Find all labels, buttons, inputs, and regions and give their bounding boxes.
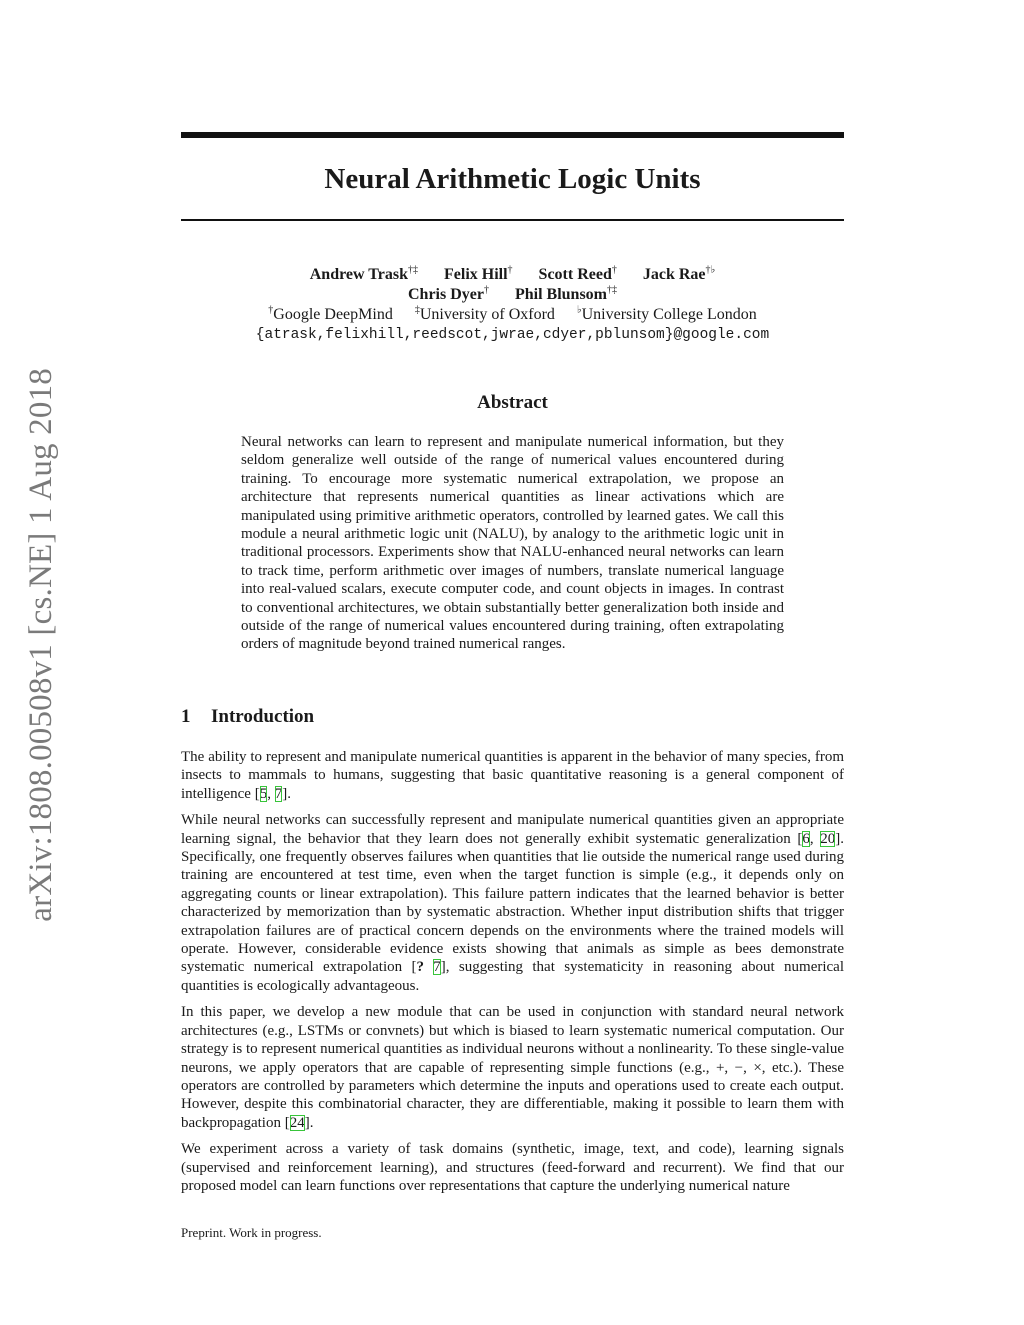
- author: Chris Dyer†: [407, 284, 489, 303]
- author-line-1: [181, 265, 844, 285]
- section-title: Introduction: [211, 706, 315, 727]
- paragraph: In this paper, we develop a new module that can be used in conjunction with standard neural network architectures (e.g., LSTMs or convnets) but which is biased to learn systematic numerical computation. Our strategy is to represent numerical quantities as individual neurons without a nonlinearity. To these single-value neurons, we apply operators that are capable of representing simple functions (e.g., +, −, ×, etc.). These operators are controlled by parameters which determine the inputs and operations used to create each output. However, despite this combinatorial character, they are differentiable, making it possible to learn them with backpropagation [24].: [181, 1004, 844, 1131]
- arxiv-sidebar-stamp: [21, 360, 61, 930]
- affiliation: ♭University College London: [576, 304, 757, 323]
- author: Andrew Trask†‡: [309, 264, 418, 283]
- author: Jack Rae†♭: [642, 264, 716, 283]
- unresolved-citation: ?: [416, 959, 424, 976]
- author: Phil Blunsom†‡: [514, 284, 617, 303]
- citation-link[interactable]: 20: [820, 830, 836, 847]
- citation-link[interactable]: 24: [289, 1114, 305, 1131]
- introduction-body: [181, 748, 844, 1203]
- author-emails: {atrask,felixhill,reedscot,jwrae,cdyer,pblunsom}@google.com: [255, 327, 770, 343]
- section-number: 1: [181, 706, 191, 727]
- abstract-text: Neural networks can learn to represent and manipulate numerical information, but they seldom generalize well outside of the range of numerical values encountered during training. To encourage more systematic numerical extrapolation, we propose an architecture that represents numerical quantities as linear activations which are manipulated using primitive arithmetic operators, controlled by learned gates. We call this module a neural arithmetic logic unit (NALU), by analogy to the arithmetic logic unit in traditional processors. Experiments show that NALU-enhanced neural networks can learn to track time, perform arithmetic over images of numbers, translate numerical language into real-valued scalars, execute computer code, and count objects in images. In contrast to conventional architectures, we obtain substantially better generalization both inside and outside of the range of numerical values encountered during training, often extrapolating orders of magnitude beyond trained numerical ranges.: [241, 434, 784, 653]
- author-line-2: [181, 285, 844, 305]
- affiliations: [181, 305, 844, 325]
- paragraph: We experiment across a variety of task domains (synthetic, image, text, and code), learning signals (supervised and reinforcement learning), and structures (feed-forward and recurrent). We find that our proposed model can learn functions over representations that capture the underlying numerical nature: [181, 1141, 844, 1194]
- paragraph: The ability to represent and manipulate numerical quantities is apparent in the behavior of many species, from insects to mammals to humans, suggesting that basic quantitative reasoning is a general component of intelligence [5, 7].: [181, 749, 844, 802]
- citation-link[interactable]: 6: [802, 830, 810, 847]
- title-bottom-rule: [181, 219, 844, 221]
- section-heading-introduction: [181, 706, 314, 728]
- affiliation: †Google DeepMind: [268, 304, 393, 323]
- footer-note: Preprint. Work in progress.: [181, 1225, 322, 1240]
- abstract-heading: Abstract: [477, 392, 548, 413]
- arxiv-identifier: arXiv:1808.00508v1 [cs.NE] 1 Aug 2018: [22, 368, 59, 922]
- citation-link[interactable]: 7: [433, 959, 441, 976]
- title-top-rule: [181, 132, 844, 138]
- author: Scott Reed†: [538, 264, 617, 283]
- citation-link[interactable]: 5: [259, 785, 268, 802]
- affiliation: ‡University of Oxford: [414, 304, 555, 323]
- author-block: [181, 265, 844, 345]
- author: Felix Hill†: [444, 264, 513, 283]
- citation-link[interactable]: 7: [274, 785, 283, 802]
- paper-title: Neural Arithmetic Logic Units: [324, 163, 701, 195]
- paragraph: While neural networks can successfully represent and manipulate numerical quantities given an appropriate learning signal, the behavior that they learn does not generally exhibit systematic generalization [6, 20]. Specifically, one frequently observes failures when quantities that lie outside the numerical range used during training are encountered at test time, even when the target function is simple (e.g., it depends only on aggregating counts or linear extrapolation). This failure pattern indicates that the learned behavior is better characterized by memorization than by systematic abstraction. Whether input distribution shifts that trigger extrapolation failures are of practical concern depends on the environments where the trained models will operate. However, considerable evidence exists showing that animals as simple as bees demonstrate systematic numerical extrapolation [? 7], suggesting that systematicity in reasoning about numerical quantities is ecologically advantageous.: [181, 812, 845, 994]
